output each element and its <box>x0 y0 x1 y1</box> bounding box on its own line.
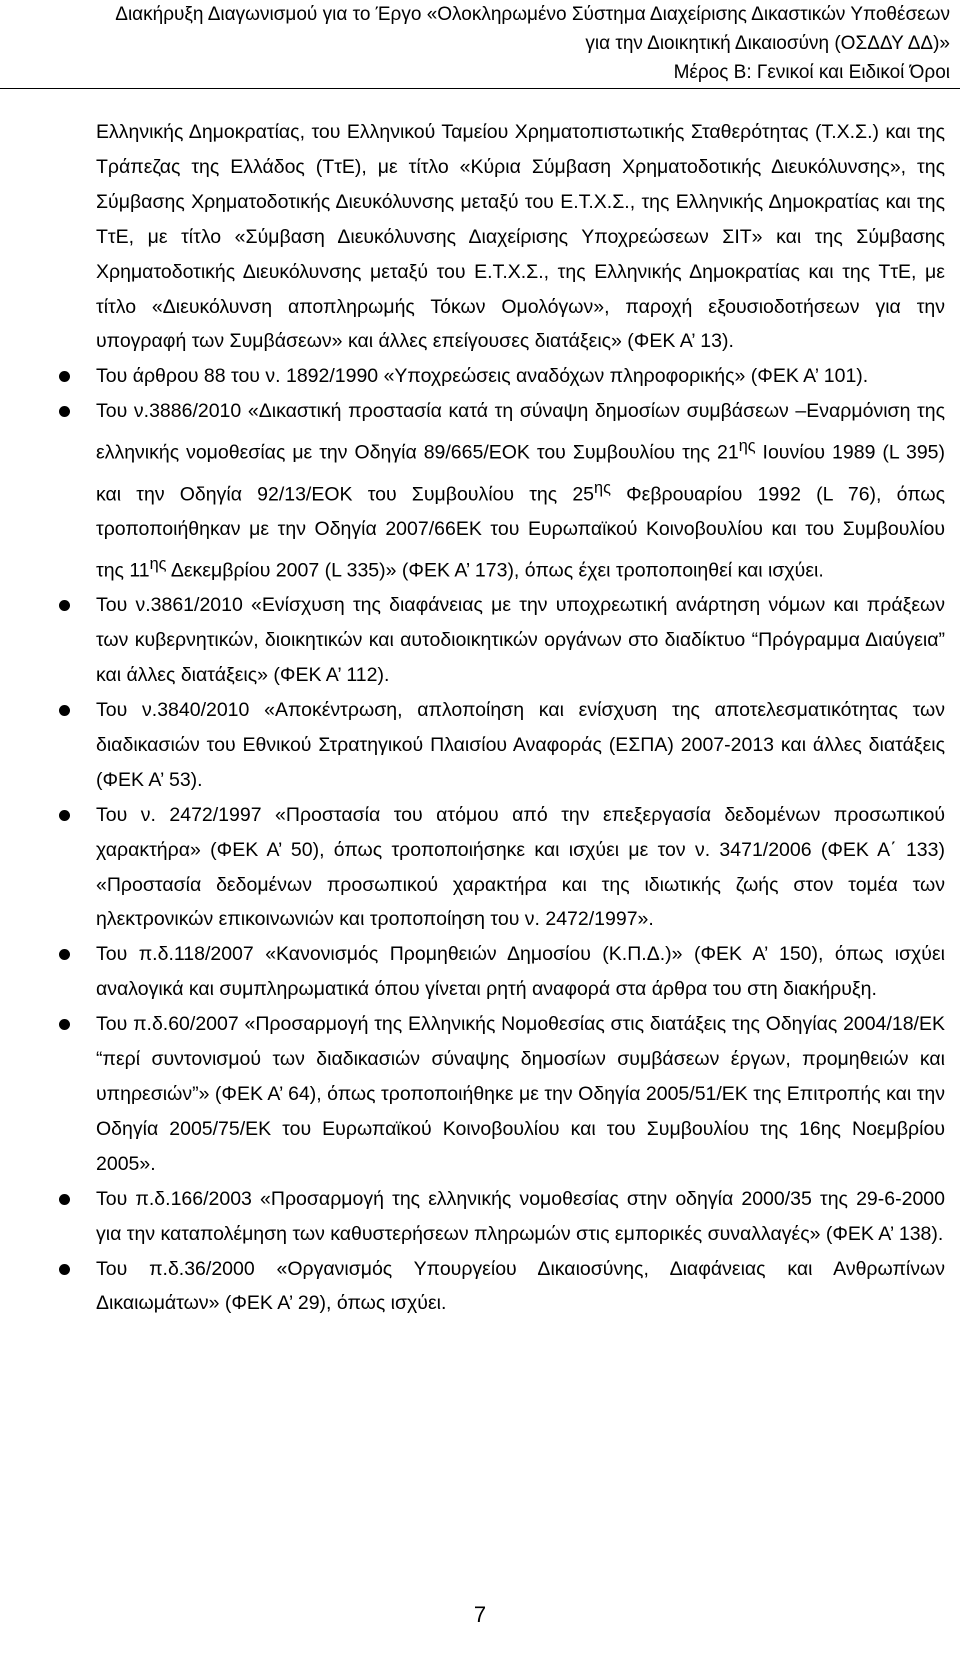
header-section: Μέρος Β: Γενικοί και Ειδικοί Όροι <box>673 62 950 83</box>
bullet-icon <box>59 600 70 611</box>
list-item <box>96 588 945 693</box>
bullet-icon <box>59 810 70 821</box>
page-number: 7 <box>473 1602 487 1627</box>
superscript-ordinal: ης <box>738 437 756 456</box>
list-item-text: Του π.δ.118/2007 «Κανονισμός Προμηθειών Δημοσίου (Κ.Π.Δ.)» (ΦΕΚ Α’ 150), όπως ισχύει αναλογικά και συμπληρωματικά όπου γίνεται ρητή αναφορά στα άρθρα του στη διακήρυξη. <box>96 943 945 1001</box>
superscript-ordinal: ης <box>149 554 167 573</box>
legislation-list <box>96 359 945 1321</box>
list-item <box>96 937 945 1007</box>
list-item-text: Δεκεμβρίου 2007 (L 335)» (ΦΕΚ Α’ 173), όπως έχει τροποποιηθεί και ισχύει. <box>166 559 824 582</box>
list-item <box>96 798 945 938</box>
list-item-text: Του ν. 2472/1997 «Προστασία του ατόμου από την επεξεργασία δεδομένων προσωπικού χαρακτήρα» (ΦΕΚ Α’ 50), όπως τροποποιήσηκε και ισχύει με τον ν. 3471/2006 (ΦΕΚ Α΄ 133) «Προστασία δεδομένων προσωπικού χαρακτήρα και της ιδιωτικής ζωής στον τομέα των ηλεκτρονικών επικοινωνιών και τροποποίηση του ν. 2472/1997». <box>96 803 945 931</box>
bullet-icon <box>59 705 70 716</box>
list-item-text: Του π.δ.60/2007 «Προσαρμογή της Ελληνικής Νομοθεσίας στις διατάξεις της Οδηγίας 2004/18/ΕΚ “περί συντονισμού των διαδικασιών σύναψης δημοσίων συμβάσεων έργων, προμηθειών και υπηρεσιών”» (ΦΕΚ Α’ 64), όπως τροποποιήθηκε με την Οδηγία 2005/51/ΕΚ της Επιτροπής και την Οδηγία 2005/75/ΕΚ του Ευρωπαϊκού Κοινοβουλίου και του Συμβουλίου της 16ης Νοεμβρίου 2005». <box>96 1013 945 1175</box>
page-header <box>0 0 960 87</box>
list-item <box>96 1182 945 1252</box>
superscript-ordinal: ης <box>594 478 611 497</box>
list-item-text: Του άρθρου 88 του ν. 1892/1990 «Υποχρεώσεις αναδόχων πληροφορικής» (ΦΕΚ Α’ 101). <box>96 365 869 388</box>
list-item-text: Του ν.3886/2010 «Δικαστική προστασία κατά τη σύναψη δημοσίων συμβάσεων –Εναρμόνιση της ελληνικής νομοθεσίας με την Οδηγία 89/665/ΕΟΚ του Συμβουλίου της 21 <box>96 400 945 464</box>
header-divider <box>0 88 960 89</box>
list-item-text: Του ν.3840/2010 «Αποκέντρωση, απλοποίηση και ενίσχυση της αποτελεσματικότητας των διαδικασιών του Εθνικού Στρατηγικού Πλαισίου Αναφοράς (ΕΣΠΑ) 2007-2013 και άλλες διατάξεις (ΦΕΚ Α’ 53). <box>96 699 945 791</box>
bullet-icon <box>59 1264 70 1275</box>
list-item <box>96 693 945 798</box>
list-item-text: Ιουνίου 1989 (L 395) και την Οδηγία 92/13/ΕΟΚ του Συμβουλίου της 25 <box>96 441 946 506</box>
intro-paragraph: Ελληνικής Δημοκρατίας, του Ελληνικού Ταμείου Χρηματοπιστωτικής Σταθερότητας (Τ.Χ.Σ.) και της Τράπεζας της Ελλάδος (ΤτΕ), με τίτλο «Κύρια Σύμβαση Χρηματοδοτικής Διευκόλυνσης», της Σύμβασης Χρηματοδοτικής Διευκόλυνσης μεταξύ του Ε.Τ.Χ.Σ., της Ελληνικής Δημοκρατίας και της ΤτΕ, με τίτλο «Σύμβαση Διευκόλυνσης Διαχείρισης Υποχρεώσεων ΣΙΤ» και της Σύμβασης Χρηματοδοτικής Διευκόλυνσης μεταξύ του Ε.Τ.Χ.Σ., της Ελληνικής Δημοκρατίας και της ΤτΕ, με τίτλο «Διευκόλυνση αποπληρωμής Τόκων Ομολόγων», παροχή εξουσιοδοτήσεων για την υπογραφή των Συμβάσεων» και άλλες επείγουσες διατάξεις» (ΦΕΚ Α’ 13). <box>96 121 945 353</box>
list-item-text: Του π.δ.36/2000 «Οργανισμός Υπουργείου Δικαιοσύνης, Διαφάνειας και Ανθρωπίνων Δικαιωμάτων» (ΦΕΚ Α’ 29), όπως ισχύει. <box>96 1257 945 1315</box>
header-project-name: για την Διοικητική Δικαιοσύνη (ΟΣΔΔΥ ΔΔ)» <box>585 33 950 54</box>
list-item-text: Του π.δ.166/2003 «Προσαρμογή της ελληνικής νομοθεσίας στην οδηγία 2000/35 της 29-6-2000 για την καταπολέμηση των καθυστερήσεων πληρωμών στις εμπορικές συναλλαγές» (ΦΕΚ Α’ 138). <box>96 1187 945 1245</box>
list-item <box>96 394 945 588</box>
list-item-text: Φεβρουαρίου 1992 (L 76), όπως τροποποιήθηκαν με την Οδηγία 2007/66ΕΚ του Ευρωπαϊκού Κοινοβουλίου και του Συμβουλίου της 11 <box>96 483 945 582</box>
document-body <box>96 115 945 1321</box>
bullet-icon <box>59 406 70 417</box>
bullet-icon <box>59 1019 70 1030</box>
list-item-text: Του ν.3861/2010 «Ενίσχυση της διαφάνειας με την υποχρεωτική ανάρτηση νόμων και πράξεων των κυβερνητικών, διοικητικών και αυτοδιοικητικών οργάνων στο διαδίκτυο “Πρόγραμμα Διαύγεια” και άλλες διατάξεις» (ΦΕΚ Α’ 112). <box>96 594 945 687</box>
bullet-icon <box>59 1194 70 1205</box>
bullet-icon <box>59 949 70 960</box>
list-item <box>96 359 945 394</box>
list-item <box>96 1007 945 1182</box>
list-item <box>96 1252 945 1322</box>
bullet-icon <box>59 371 70 382</box>
header-document-title: Διακήρυξη Διαγωνισμού για το Έργο «Ολοκληρωμένο Σύστημα Διαχείρισης Δικαστικών Υποθέσεων <box>115 4 950 25</box>
